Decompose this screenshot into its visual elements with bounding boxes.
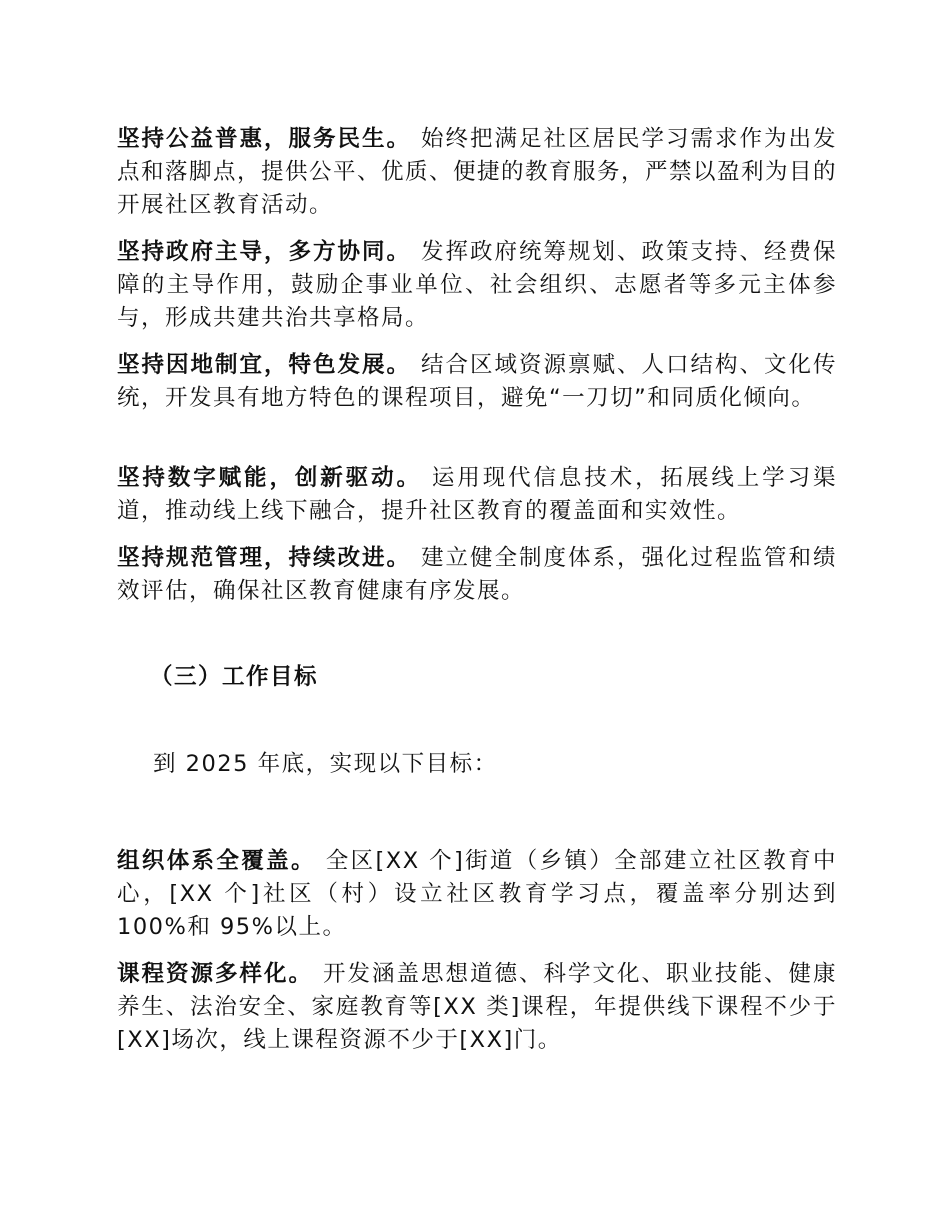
section-heading: （三）工作目标 [150, 664, 319, 690]
principle-paragraph-2 [117, 236, 837, 335]
goal-lead-2: 课程资源多样化。 [117, 961, 313, 987]
principle-lead-2: 坚持政府主导，多方协同。 [117, 239, 411, 265]
principle-body-1: 始终把满足社区居民学习需求作为出发点和落脚点，提供公平、优质、便捷的教育服务，严禁以盈利为目的开展社区教育活动。 [117, 126, 838, 218]
goal-paragraph-1 [117, 845, 837, 944]
principle-body-5: 建立健全制度体系，强化过程监管和绩效评估，确保社区教育健康有序发展。 [117, 545, 837, 604]
principle-paragraph-4 [117, 462, 837, 528]
intro-text: 到 2025 年底，实现以下目标： [153, 751, 498, 777]
principle-lead-1: 坚持公益普惠，服务民生。 [117, 126, 411, 152]
principle-paragraph-1 [117, 123, 837, 222]
goal-paragraph-2 [117, 958, 837, 1057]
principle-lead-3: 坚持因地制宜，特色发展。 [117, 352, 411, 378]
principle-body-2: 发挥政府统筹规划、政策支持、经费保障的主导作用，鼓励企事业单位、社会组织、志愿者等多元主体参与，形成共建共治共享格局。 [117, 239, 837, 331]
principle-lead-4: 坚持数字赋能，创新驱动。 [117, 465, 422, 491]
principle-paragraph-5 [117, 542, 837, 608]
principle-body-3: 结合区域资源禀赋、人口结构、文化传统，开发具有地方特色的课程项目，避免“一刀切”和同质化倾向。 [117, 352, 837, 411]
principle-lead-5: 坚持规范管理，持续改进。 [117, 545, 411, 571]
goal-lead-1: 组织体系全覆盖。 [117, 848, 316, 874]
principle-paragraph-3 [117, 349, 837, 415]
goal-body-1: 全区[XX 个]街道（乡镇）全部建立社区教育中心，[XX 个]社区（村）设立社区教育学习点，覆盖率分别达到 100%和 95%以上。 [117, 848, 837, 940]
goal-body-2: 开发涵盖思想道德、科学文化、职业技能、健康养生、法治安全、家庭教育等[XX 类]课程，年提供线下课程不少于[XX]场次，线上课程资源不少于[XX]门。 [117, 961, 837, 1053]
principle-body-4: 运用现代信息技术，拓展线上学习渠道，推动线上线下融合，提升社区教育的覆盖面和实效性。 [117, 465, 837, 524]
